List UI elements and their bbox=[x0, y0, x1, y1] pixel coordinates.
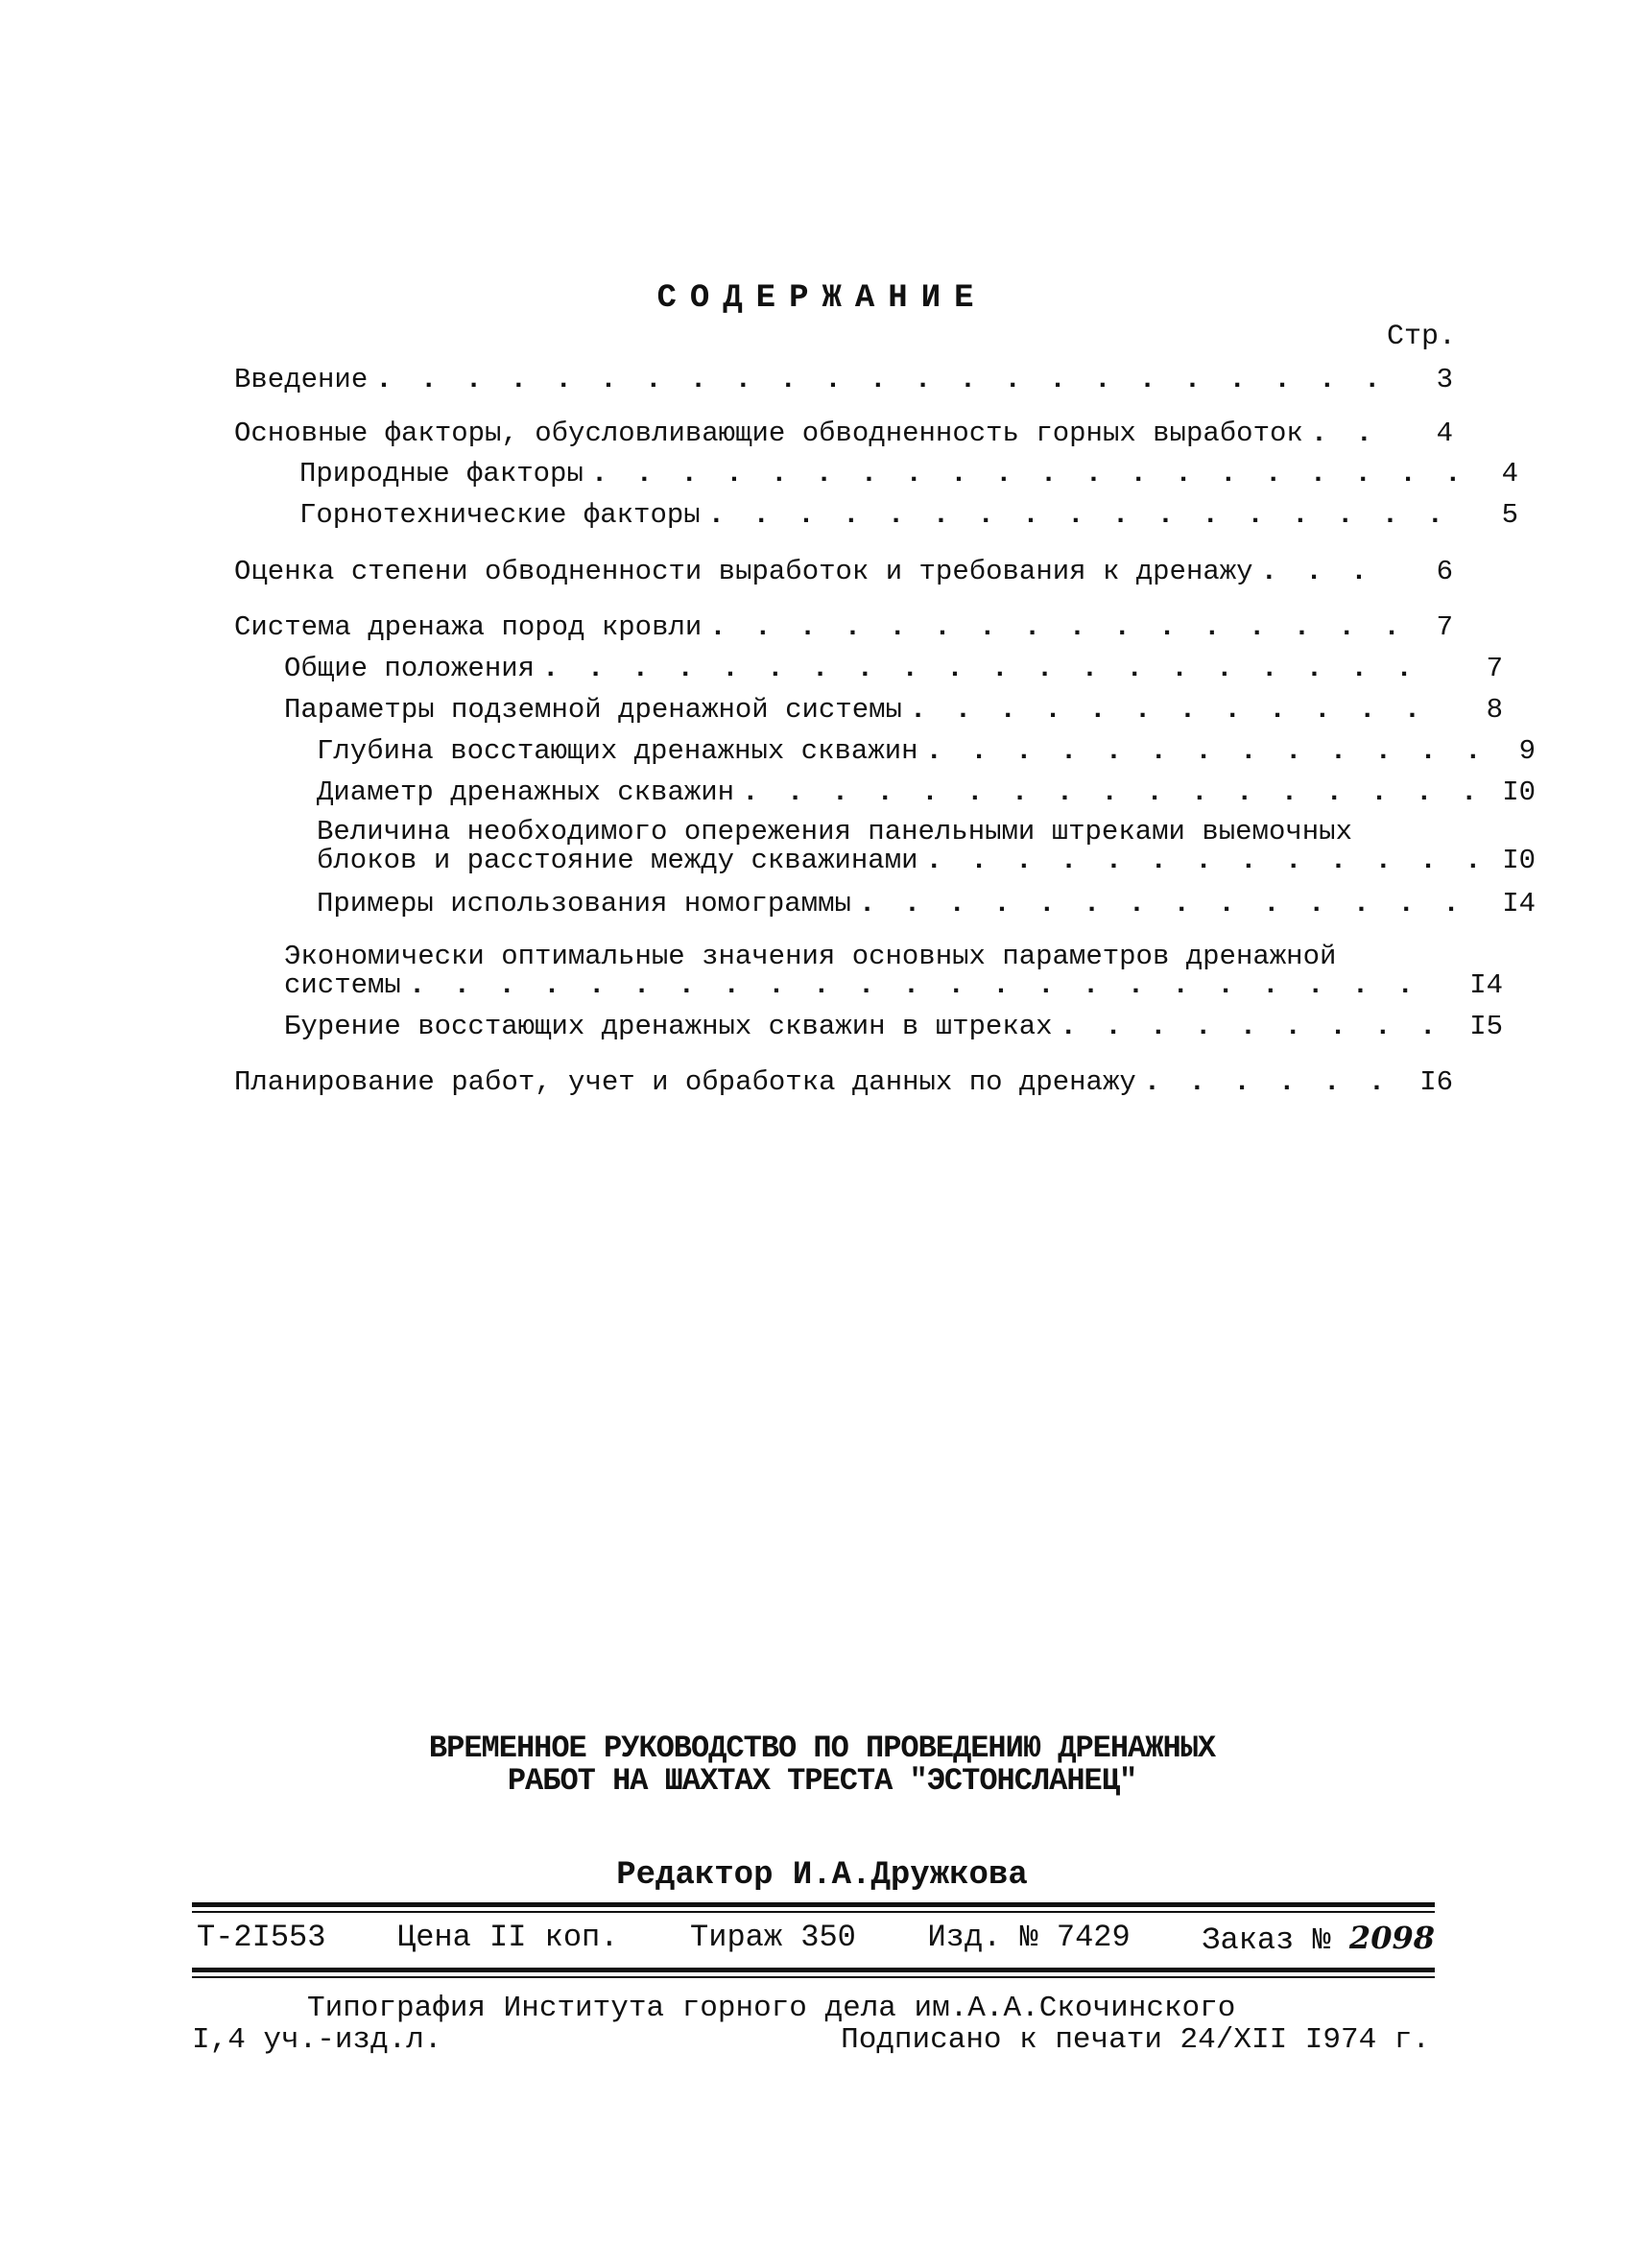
toc-entry bbox=[234, 612, 1453, 643]
toc-entry-label: Оценка степени обводненности выработок и требования к дренажу bbox=[234, 556, 1253, 587]
toc-entry bbox=[234, 736, 1536, 767]
toc-entry bbox=[234, 1067, 1453, 1098]
toc-entry-page: 6 bbox=[1436, 556, 1453, 587]
toc-leader-dots bbox=[926, 736, 1478, 767]
divider bbox=[192, 1911, 1435, 1913]
toc-entry bbox=[234, 1012, 1503, 1042]
toc-entry-page: 4 bbox=[1501, 458, 1518, 489]
toc-entry-label: Параметры подземной дренажной системы bbox=[284, 694, 902, 726]
toc-entry-page: I4 bbox=[1469, 969, 1503, 1001]
imprint-title bbox=[0, 1732, 1644, 1798]
toc-entry-label: Основные факторы, обусловливающие обводненность горных выработок bbox=[234, 418, 1303, 449]
toc-entry-label: Система дренажа пород кровли bbox=[234, 611, 703, 643]
toc-leader-dots bbox=[1060, 1012, 1445, 1042]
toc-entry-page: I0 bbox=[1502, 776, 1536, 808]
toc-title: СОДЕРЖАНИЕ bbox=[656, 280, 988, 317]
toc-entry-label: Примеры использования номограммы bbox=[317, 888, 851, 919]
signed-date: Подписано к печати 24/XII I974 г. bbox=[841, 2023, 1430, 2057]
publication-code: Т-2I553 bbox=[197, 1920, 326, 1955]
toc-leader-dots bbox=[591, 459, 1461, 489]
toc-entry bbox=[234, 695, 1503, 726]
toc-entry-label: Общие положения bbox=[284, 653, 536, 684]
toc-leader-dots bbox=[375, 365, 1395, 395]
toc-leader-dots bbox=[409, 971, 1445, 1000]
toc-entry-page: 7 bbox=[1436, 611, 1453, 643]
print-run: Тираж 350 bbox=[690, 1920, 856, 1955]
toc-leader-dots bbox=[910, 695, 1445, 726]
imprint-title-line: ВРЕМЕННОЕ РУКОВОДСТВО ПО ПРОВЕДЕНИЮ ДРЕНАЖНЫХ bbox=[428, 1731, 1216, 1766]
divider bbox=[192, 1968, 1435, 1972]
toc-leader-dots bbox=[859, 889, 1478, 919]
page-column-header: Стр. bbox=[1386, 321, 1456, 353]
toc-entry-page: 3 bbox=[1436, 364, 1453, 395]
toc-leader-dots bbox=[1261, 557, 1395, 587]
printer: Типография Института горного дела им.А.А.Скочинского bbox=[307, 1992, 1236, 2025]
toc-entry-page: 5 bbox=[1501, 499, 1518, 531]
order bbox=[1202, 1920, 1435, 1958]
toc-entry bbox=[234, 654, 1503, 684]
toc-entry bbox=[234, 943, 1503, 1000]
toc-entry bbox=[234, 818, 1536, 875]
toc-entry bbox=[234, 500, 1518, 531]
toc-entry-label: блоков и расстояние между скважинами bbox=[317, 845, 918, 876]
editor: Редактор И.А.Дружкова bbox=[616, 1857, 1028, 1894]
toc-leader-dots bbox=[709, 612, 1395, 643]
toc-entry bbox=[234, 459, 1518, 489]
toc-entry-label: Природные факторы bbox=[299, 458, 584, 489]
toc-leader-dots bbox=[542, 654, 1445, 684]
toc-leader-dots bbox=[926, 847, 1478, 875]
toc-entry bbox=[234, 365, 1453, 395]
toc-entry-label: Экономически оптимальные значения основных параметров дренажной bbox=[284, 941, 1337, 972]
toc-entry-page: I4 bbox=[1502, 888, 1536, 919]
toc-entry-page: I6 bbox=[1419, 1066, 1453, 1098]
toc-entry-label: Планирование работ, учет и обработка данных по дренажу bbox=[234, 1066, 1136, 1098]
imprint-details bbox=[197, 1920, 1435, 1958]
toc-entry bbox=[234, 777, 1536, 808]
price: Цена II коп. bbox=[397, 1920, 619, 1955]
toc-entry-page: 7 bbox=[1486, 653, 1503, 684]
order-label: Заказ № bbox=[1202, 1922, 1331, 1958]
toc-leader-dots bbox=[1311, 418, 1395, 449]
toc-entry-label: системы bbox=[284, 969, 401, 1001]
toc-leader-dots bbox=[1144, 1067, 1395, 1098]
toc-entry-label: Диаметр дренажных скважин bbox=[317, 776, 735, 808]
toc-entry-label: Величина необходимого опережения панельными штреками выемочных bbox=[317, 816, 1352, 848]
toc-entry-label: Глубина восстающих дренажных скважин bbox=[317, 735, 918, 767]
order-number: 2098 bbox=[1348, 1920, 1435, 1956]
imprint-footer bbox=[192, 2023, 1430, 2057]
toc-entry-label: Горнотехнические факторы bbox=[299, 499, 701, 531]
edition-number: Изд. № 7429 bbox=[927, 1920, 1131, 1955]
divider bbox=[192, 1976, 1435, 1978]
toc-entry-label: Введение bbox=[234, 364, 369, 395]
publisher-sheets: I,4 уч.-изд.л. bbox=[192, 2023, 442, 2057]
toc-entry-label: Бурение восстающих дренажных скважин в штреках bbox=[284, 1011, 1053, 1042]
toc-entry-page: 4 bbox=[1436, 418, 1453, 449]
toc-leader-dots bbox=[708, 500, 1461, 531]
divider bbox=[192, 1902, 1435, 1907]
toc-entry-page: 8 bbox=[1486, 694, 1503, 726]
toc-entry bbox=[234, 557, 1453, 587]
toc-entry-page: 9 bbox=[1518, 735, 1536, 767]
toc-entry-page: I0 bbox=[1502, 845, 1536, 876]
toc-entry bbox=[234, 889, 1536, 919]
toc-entry bbox=[234, 418, 1453, 449]
toc-entry-page: I5 bbox=[1469, 1011, 1503, 1042]
toc-leader-dots bbox=[742, 777, 1478, 808]
imprint-title-line: РАБОТ НА ШАХТАХ ТРЕСТА "ЭСТОНСЛАНЕЦ" bbox=[507, 1763, 1137, 1799]
